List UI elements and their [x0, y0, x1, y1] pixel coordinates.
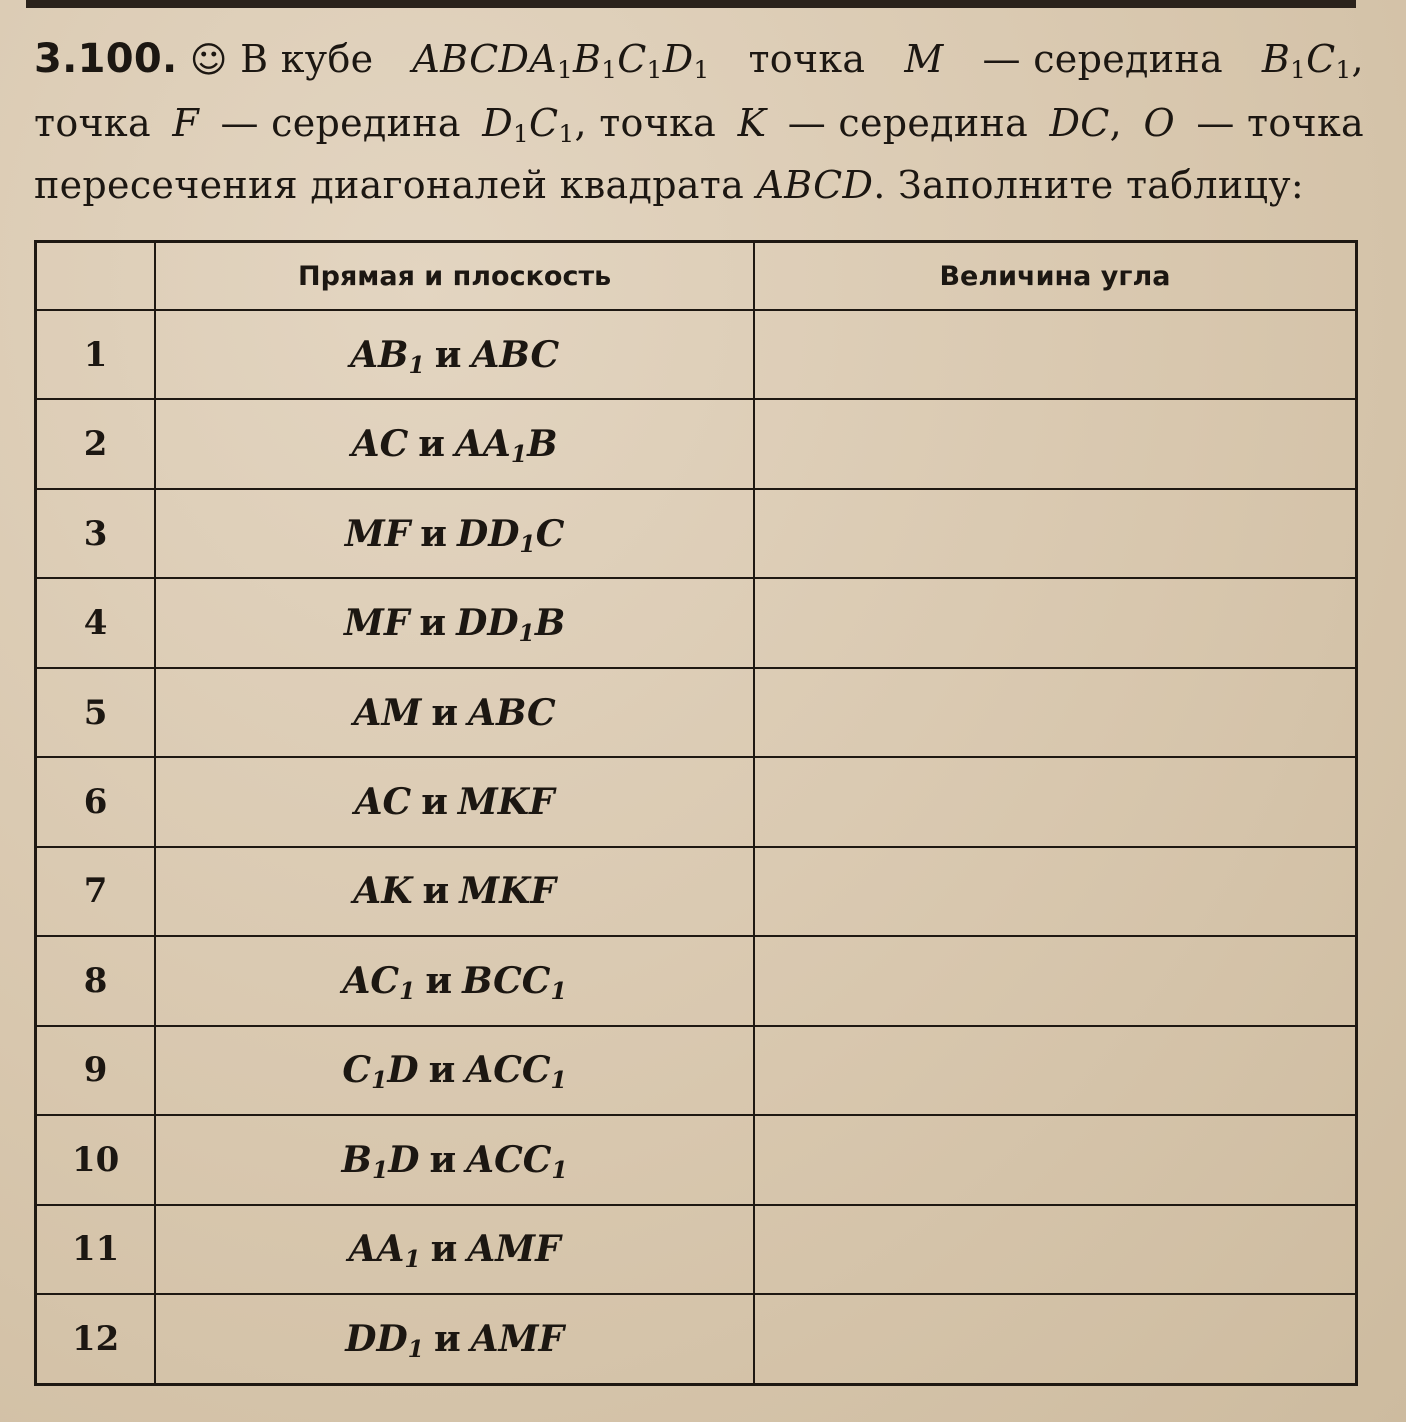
- point-m: M: [904, 37, 944, 81]
- problem-line-1-start: [34, 28, 373, 92]
- plane-name: [466, 1138, 568, 1184]
- segment-subscript: 1: [1290, 55, 1307, 85]
- segment-letter: B: [1261, 37, 1291, 81]
- angle-value-cell[interactable]: [754, 489, 1357, 578]
- segment-letters: DC: [1049, 101, 1110, 145]
- angle-value-cell[interactable]: [754, 578, 1357, 667]
- letters: AA: [454, 423, 511, 466]
- point-k: K: [737, 101, 767, 145]
- letters: D: [387, 1049, 419, 1092]
- problem-line-1: [34, 28, 1364, 92]
- square-abcd: ABCD: [756, 163, 874, 207]
- letters: B: [534, 602, 566, 645]
- conjunction: и: [418, 423, 445, 466]
- table-row: [36, 1026, 1357, 1115]
- angle-value-cell[interactable]: [754, 757, 1357, 846]
- line-name: [353, 870, 412, 912]
- plane-name: [458, 781, 555, 823]
- table-row: [36, 1205, 1357, 1294]
- plane-name: [467, 1228, 560, 1270]
- plane-name: [462, 959, 567, 1005]
- letters: ABC: [471, 333, 560, 376]
- line-and-plane: [155, 936, 754, 1025]
- subscript: 1: [519, 529, 536, 558]
- line-name: [350, 333, 425, 379]
- line-and-plane: [155, 310, 754, 399]
- table-row: [36, 578, 1357, 667]
- plane-name: [465, 1049, 567, 1095]
- letters: AB: [350, 333, 409, 376]
- letters: B: [527, 423, 558, 466]
- text-fragment: — точка: [1196, 101, 1364, 145]
- point-f: F: [172, 101, 200, 145]
- header-angle-value: Величина угла: [754, 242, 1357, 311]
- subscript: 1: [371, 1155, 389, 1184]
- letters: B: [341, 1138, 372, 1181]
- subscript: 1: [408, 350, 425, 379]
- angle-value-cell[interactable]: [754, 847, 1357, 936]
- header-line-and-plane: Прямая и плоскость: [155, 242, 754, 311]
- row-number: 1: [36, 310, 156, 399]
- text-fragment: . Заполните таблицу:: [873, 163, 1304, 207]
- letters: MF: [344, 512, 411, 555]
- problem-line-2: [34, 92, 1364, 154]
- row-number: 8: [36, 936, 156, 1025]
- plane-name: [454, 423, 558, 469]
- segment-letter: C: [529, 101, 559, 145]
- text-fragment: пересечения диагоналей квадрата: [34, 163, 745, 207]
- line-name: [341, 1138, 420, 1184]
- subscript: 1: [518, 618, 535, 647]
- row-number: 5: [36, 668, 156, 757]
- row-number: 6: [36, 757, 156, 846]
- line-name: [352, 423, 409, 465]
- row-number: 2: [36, 399, 156, 488]
- conjunction: и: [420, 512, 447, 555]
- conjunction: и: [430, 1228, 458, 1271]
- segment-subscript: 1: [558, 119, 575, 149]
- table-row: [36, 847, 1357, 936]
- segment-letter: C: [1306, 37, 1336, 81]
- segment-dc: [1049, 92, 1122, 154]
- angles-table: [34, 240, 1358, 1386]
- line-and-plane: [155, 1115, 754, 1204]
- row-number: 9: [36, 1026, 156, 1115]
- cube-subscript: 1: [601, 55, 618, 85]
- row-number: 4: [36, 578, 156, 667]
- problem-line-3: [34, 154, 1364, 216]
- letters: ABC: [468, 691, 556, 734]
- conjunction: и: [434, 333, 462, 376]
- cube-name: [412, 28, 709, 92]
- text-fragment: точка: [34, 101, 151, 145]
- punctuation: ,: [1109, 101, 1123, 145]
- conjunction: и: [433, 1317, 461, 1360]
- plane-name: [471, 1318, 564, 1360]
- row-number: 12: [36, 1294, 156, 1385]
- letters: MKF: [459, 870, 556, 913]
- subscript: 1: [407, 1334, 424, 1363]
- line-name: [355, 781, 412, 823]
- letters: AM: [353, 691, 422, 734]
- letters: ACC: [465, 1049, 551, 1092]
- angle-value-cell[interactable]: [754, 668, 1357, 757]
- letters: DD: [345, 1317, 408, 1360]
- line-and-plane: [155, 399, 754, 488]
- letters: C: [342, 1049, 372, 1092]
- letters: AC: [342, 959, 400, 1002]
- cube-letter: C: [469, 37, 499, 81]
- angle-value-cell[interactable]: [754, 399, 1357, 488]
- cube-letter: B: [573, 37, 602, 81]
- plane-name: [456, 602, 566, 647]
- segment-b1c1: [1262, 28, 1364, 92]
- conjunction: и: [428, 1049, 456, 1092]
- text-fragment: В кубе: [240, 37, 374, 81]
- segment-letter: D: [482, 101, 514, 145]
- angle-value-cell[interactable]: [754, 310, 1357, 399]
- table-row: [36, 936, 1357, 1025]
- subscript: 1: [404, 1245, 421, 1274]
- table-row: [36, 1294, 1357, 1385]
- row-number: 7: [36, 847, 156, 936]
- line-name: [348, 1228, 421, 1274]
- line-and-plane: [155, 1205, 754, 1294]
- line-and-plane: [155, 1294, 754, 1385]
- line-name: [354, 692, 422, 734]
- line-name: [342, 1049, 419, 1095]
- segment-subscript: 1: [1335, 55, 1352, 85]
- cube-letter: B: [440, 37, 470, 81]
- problem-number: 3.100.: [34, 36, 178, 82]
- cube-letter: A: [412, 37, 441, 81]
- cube-subscript: 1: [693, 55, 710, 85]
- line-and-plane: [155, 578, 754, 667]
- angle-value-cell[interactable]: [754, 1026, 1357, 1115]
- text-fragment: — середина: [220, 101, 461, 145]
- letters: DD: [456, 602, 519, 645]
- smiley-face-icon: ☺: [189, 40, 228, 81]
- letters: AC: [354, 780, 412, 823]
- segment-d1c1: [482, 92, 716, 154]
- conjunction: и: [429, 1138, 457, 1181]
- top-border-line: [26, 0, 1356, 8]
- conjunction: и: [422, 870, 450, 913]
- table-row: [36, 489, 1357, 578]
- table-row: [36, 310, 1357, 399]
- text-fragment: — середина: [787, 101, 1029, 145]
- line-and-plane: [155, 757, 754, 846]
- plane-name: [471, 334, 559, 376]
- line-name: [344, 602, 409, 644]
- subscript: 1: [510, 440, 528, 469]
- row-number: 11: [36, 1205, 156, 1294]
- letters: MF: [343, 602, 410, 645]
- plane-name: [468, 692, 556, 734]
- letters: D: [388, 1138, 420, 1181]
- subscript: 1: [399, 976, 416, 1005]
- cube-letter: C: [617, 37, 647, 81]
- subscript: 1: [371, 1066, 388, 1095]
- subscript: 1: [550, 976, 567, 1005]
- letters: BCC: [462, 959, 551, 1002]
- row-number: 10: [36, 1115, 156, 1204]
- conjunction: и: [431, 691, 459, 734]
- letters: ACC: [466, 1138, 552, 1181]
- table-row: [36, 1115, 1357, 1204]
- letters: AC: [351, 423, 409, 466]
- line-and-plane: [155, 847, 754, 936]
- line-and-plane: [155, 489, 754, 578]
- line-and-plane: [155, 1026, 754, 1115]
- angle-value-cell[interactable]: [754, 1294, 1357, 1385]
- letters: AA: [348, 1228, 405, 1271]
- letters: AK: [353, 870, 413, 913]
- row-number: 3: [36, 489, 156, 578]
- plane-name: [456, 512, 565, 558]
- line-name: [345, 1317, 424, 1363]
- segment-subscript: 1: [513, 119, 530, 149]
- angle-value-cell[interactable]: [754, 1205, 1357, 1294]
- table-row: [36, 668, 1357, 757]
- letters: AMF: [467, 1228, 561, 1271]
- text-fragment: — середина: [982, 37, 1223, 81]
- line-name: [342, 959, 416, 1005]
- cube-subscript: 1: [557, 55, 574, 85]
- line-and-plane: [155, 668, 754, 757]
- cube-letter: A: [529, 37, 558, 81]
- letters: MKF: [457, 780, 555, 823]
- line-name: [345, 513, 410, 555]
- punctuation: ,: [1351, 37, 1364, 81]
- subscript: 1: [550, 1066, 567, 1095]
- problem-statement: [34, 28, 1364, 216]
- angle-value-cell[interactable]: [754, 1115, 1357, 1204]
- header-number: [36, 242, 156, 311]
- table-row: [36, 399, 1357, 488]
- plane-name: [459, 870, 556, 912]
- text-fragment: , точка: [574, 101, 717, 145]
- conjunction: и: [421, 780, 448, 823]
- angle-value-cell[interactable]: [754, 936, 1357, 1025]
- text-fragment: точка: [748, 37, 866, 81]
- point-o: O: [1143, 101, 1175, 145]
- table-row: [36, 757, 1357, 846]
- letters: C: [535, 512, 565, 555]
- conjunction: и: [419, 602, 447, 645]
- subscript: 1: [551, 1155, 568, 1184]
- table-header-row: [36, 242, 1357, 311]
- cube-subscript: 1: [646, 55, 663, 85]
- cube-letter: D: [498, 37, 530, 81]
- letters: AMF: [470, 1317, 564, 1360]
- conjunction: и: [425, 959, 453, 1002]
- cube-letter: D: [662, 37, 694, 81]
- letters: DD: [456, 512, 520, 555]
